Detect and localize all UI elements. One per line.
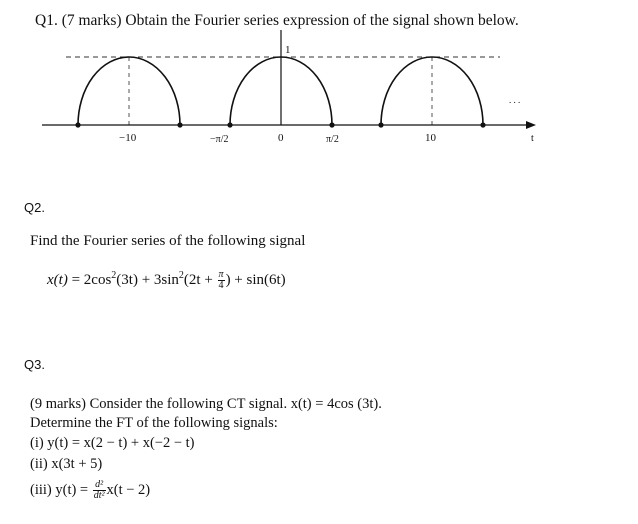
question-2-label: Q2.	[24, 200, 45, 215]
question-2-equation	[47, 270, 286, 291]
axis-dot	[480, 122, 485, 127]
item-iii-suffix: x(t − 2)	[106, 481, 151, 498]
eq-part4: ) + sin(6t)	[225, 272, 286, 288]
derivative-fraction: $\frac{\text{d²}}{\text{dt²}}$	[93, 479, 105, 501]
tick-label-zero: 0	[278, 132, 284, 144]
tick-label-neg-pi-half: −π/2	[210, 134, 229, 145]
tick-label-pi-half: π/2	[326, 134, 339, 145]
peak-label: 1	[285, 44, 291, 56]
question-3-item-ii: (ii) x(3t + 5)	[30, 456, 103, 472]
eq-square-2: 2	[178, 270, 184, 281]
question-1-text: Q1. (7 marks) Obtain the Fourier series expression of the signal shown below.	[35, 12, 519, 29]
question-3-line-1: (9 marks) Consider the following CT signal. x(t) = 4cos (3t).	[30, 396, 382, 412]
question-3-item-iii	[30, 480, 150, 501]
item-iii-prefix: (iii) y(t) =	[30, 481, 92, 498]
axis-dot	[378, 122, 383, 127]
tick-label-neg10: −10	[119, 132, 137, 144]
eq-part3: (2t +	[183, 272, 217, 288]
signal-graph	[0, 30, 638, 160]
axis-dot	[177, 122, 182, 127]
question-3-item-i: (i) y(t) = x(2 − t) + x(−2 − t)	[30, 435, 195, 451]
axis-label-t: t	[531, 133, 534, 144]
axis-dot	[75, 122, 80, 127]
axis-dot	[329, 122, 334, 127]
x-axis-arrow	[526, 121, 536, 129]
eq-part2: (3t) + 3sin	[116, 272, 179, 288]
ellipsis-label: . . .	[509, 95, 521, 105]
question-3-line-2: Determine the FT of the following signals:	[30, 415, 278, 431]
axis-dot	[227, 122, 232, 127]
eq-square-1: 2	[111, 270, 117, 281]
eq-fraction: $\frac{\pi}{4}$	[218, 269, 224, 292]
question-3-label: Q3.	[24, 357, 45, 372]
eq-part1: = 2cos	[67, 272, 112, 288]
question-2-text: Find the Fourier series of the following signal	[30, 233, 306, 249]
eq-lhs: x(t)	[47, 272, 68, 288]
tick-label-10: 10	[425, 132, 436, 144]
